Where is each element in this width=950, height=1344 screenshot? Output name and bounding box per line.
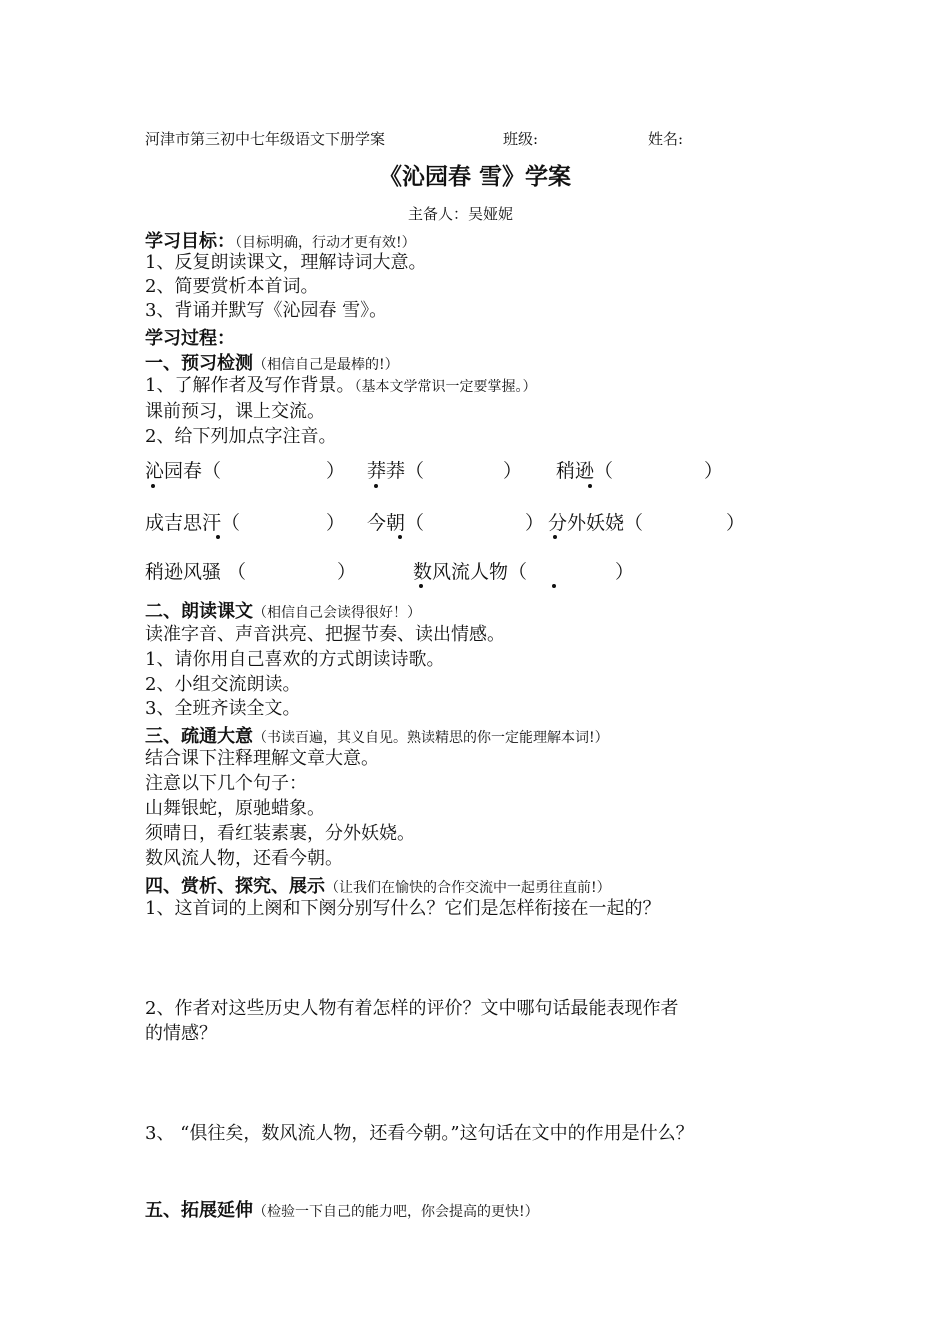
pinyin-item: 稍逊（ (556, 460, 614, 482)
section4-heading (145, 872, 611, 898)
page-title: 《沁园春 雪》学案 (378, 163, 571, 190)
header-name-label: 姓名: (648, 130, 684, 148)
section4-title: 四、赏析、探究、展示 (145, 876, 325, 897)
process-heading: 学习过程： (145, 328, 235, 349)
pinyin-close: ） (615, 561, 635, 583)
header-class-label: 班级: (503, 130, 539, 148)
section2-line: 3、全班齐读全文。 (145, 698, 301, 719)
pinyin-item: 成吉思汗（ (145, 512, 241, 534)
emphasis-dot (552, 584, 556, 588)
section3-line: 注意以下几个句子： (145, 773, 307, 794)
emphasis-dot (588, 484, 592, 488)
emphasis-dot (374, 484, 378, 488)
header-school: 河津市第三初中七年级语文下册学案 (145, 130, 386, 148)
pinyin-close: ） (525, 512, 545, 534)
section1-q1-note: （基本文学常识一定要掌握。） (354, 379, 537, 395)
section2-note: （相信自己会读得很好！） (253, 605, 421, 621)
section4-q2: 2、作者对这些历史人物有着怎样的评价？文中哪句话最能表现作者 (145, 998, 679, 1019)
pinyin-item: 沁园春（ (145, 460, 222, 482)
pinyin-item: 分外妖娆（ (548, 512, 644, 534)
section2-line: 1、请你用自己喜欢的方式朗读诗歌。 (145, 649, 445, 670)
pinyin-item: 莽莽（ (367, 460, 425, 482)
section2-heading (145, 597, 421, 623)
section4-q2-cont: 的情感？ (145, 1023, 217, 1044)
pinyin-item: 数风流人物（ (413, 561, 528, 583)
section2-title: 二、朗读课文 (145, 601, 253, 622)
section4-note: （让我们在愉快的合作交流中一起勇往直前!） (325, 880, 611, 896)
section3-line: 山舞银蛇，原驰蜡象。 (145, 798, 325, 819)
goals-note: （目标明确，行动才更有效!） (235, 235, 416, 251)
emphasis-dot (419, 584, 423, 588)
section4-q3: 3、 “俱往矣，数风流人物，还看今朝。”这句话在文中的作用是什么？ (145, 1123, 694, 1144)
goals-heading (145, 227, 416, 253)
section1-q2: 2、给下列加点字注音。 (145, 426, 337, 447)
section5-title: 五、拓展延伸 (145, 1200, 253, 1221)
section1-q1-text: 1、了解作者及写作背景。 (145, 375, 355, 396)
section3-note: （书读百遍，其义自见。熟读精思的你一定能理解本词!） (253, 730, 609, 746)
emphasis-dot (151, 484, 155, 488)
author: 主备人：吴娅妮 (408, 205, 514, 223)
goals-heading-text: 学习目标： (145, 231, 235, 252)
pinyin-close: ） (726, 512, 746, 534)
pinyin-close: ） (503, 460, 523, 482)
pinyin-close: ） (326, 512, 346, 534)
pinyin-close: ） (337, 561, 357, 583)
goal-item: 1、反复朗读课文，理解诗词大意。 (145, 252, 427, 273)
section4-q1: 1、这首词的上阕和下阕分别写什么？它们是怎样衔接在一起的？ (145, 898, 661, 919)
section1-title: 一、预习检测 (145, 353, 253, 374)
section3-line: 须晴日，看红装素裹，分外妖娆。 (145, 823, 415, 844)
section1-q1 (145, 374, 536, 399)
section1-heading (145, 349, 399, 375)
pinyin-close: ） (326, 460, 346, 482)
pinyin-close: ） (704, 460, 724, 482)
section3-title: 三、疏通大意 (145, 726, 253, 747)
emphasis-dot (398, 535, 402, 539)
section1-line2: 课前预习，课上交流。 (145, 401, 325, 422)
goal-item: 3、背诵并默写《沁园春 雪》。 (145, 300, 388, 321)
pinyin-item: 稍逊风骚 （ (145, 561, 247, 583)
section1-note: （相信自己是最棒的!） (253, 357, 399, 373)
emphasis-dot (216, 535, 220, 539)
goal-item: 2、简要赏析本首词。 (145, 276, 319, 297)
emphasis-dot (553, 535, 557, 539)
section3-line: 结合课下注释理解文章大意。 (145, 748, 379, 769)
section3-line: 数风流人物，还看今朝。 (145, 848, 343, 869)
section5-heading (145, 1196, 539, 1222)
section2-line: 2、小组交流朗读。 (145, 674, 301, 695)
section2-line: 读准字音、声音洪亮、把握节奏、读出情感。 (145, 624, 505, 645)
section3-heading (145, 722, 609, 748)
pinyin-item: 今朝（ (367, 512, 425, 534)
section5-note: （检验一下自己的能力吧，你会提高的更快!） (253, 1204, 539, 1220)
